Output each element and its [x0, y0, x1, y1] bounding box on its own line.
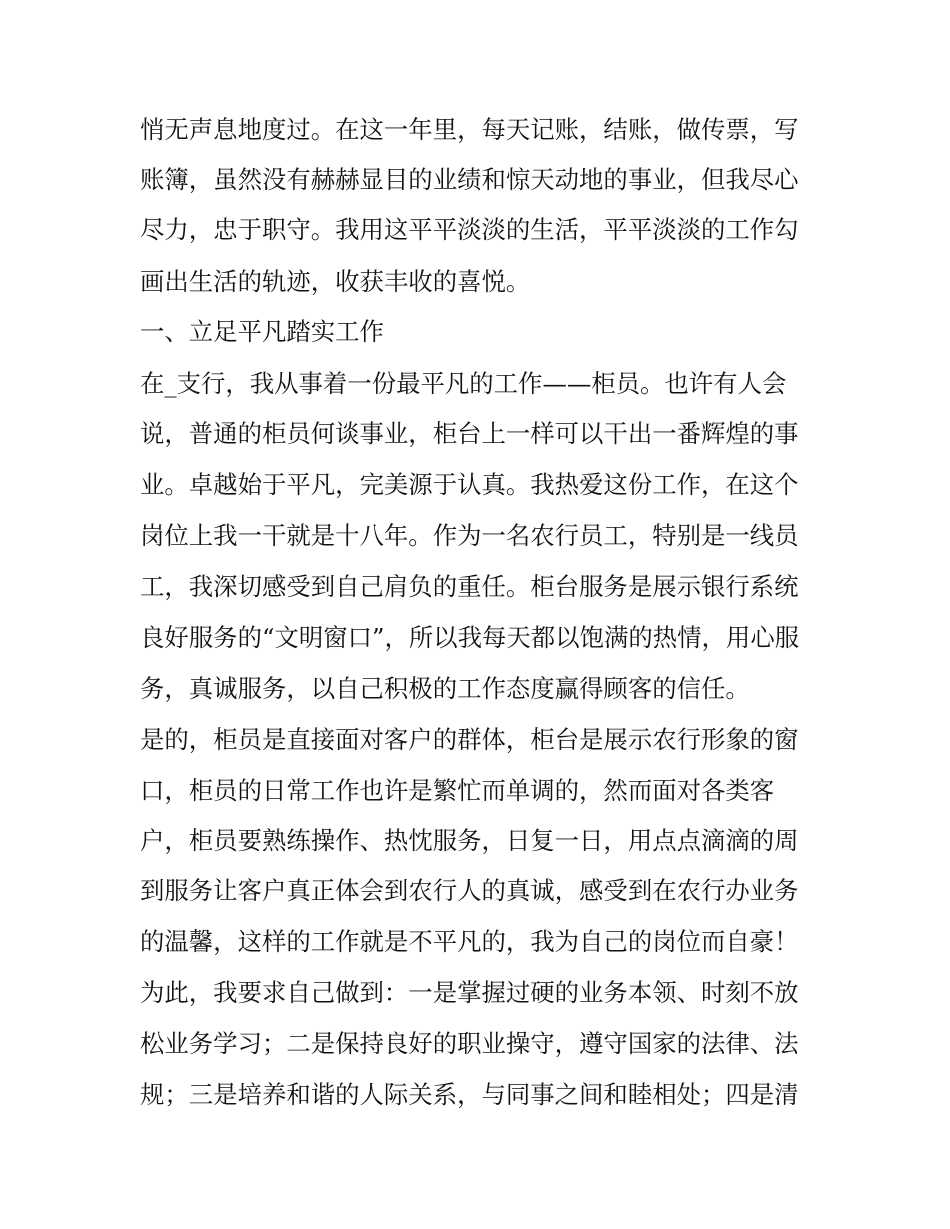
text-line: 岗位上我一干就是十八年。作为一名农行员工，特别是一线员	[140, 521, 799, 550]
text-line: 工，我深切感受到自己肩负的重任。柜台服务是展示银行系统	[140, 572, 799, 601]
text-line: 业。卓越始于平凡，完美源于认真。我热爱这份工作，在这个	[140, 470, 799, 499]
text-line: 户，柜员要熟练操作、热忱服务，日复一日，用点点滴滴的周	[140, 826, 799, 855]
text-line: 账簿，虽然没有赫赫显目的业绩和惊天动地的事业，但我尽心	[140, 165, 799, 194]
text-line: 口，柜员的日常工作也许是繁忙而单调的，然而面对各类客	[140, 776, 775, 805]
text-line: 尽力，忠于职守。我用这平平淡淡的生活，平平淡淡的工作勾	[140, 215, 799, 244]
text-line: 为此，我要求自己做到：一是掌握过硬的业务本领、时刻不放	[140, 978, 799, 1007]
text-line: 悄无声息地度过。在这一年里，每天记账，结账，做传票，写	[140, 115, 799, 144]
text-line: 规；三是培养和谐的人际关系，与同事之间和睦相处；四是清	[140, 1080, 799, 1109]
text-line: 良好服务的“文明窗口”，所以我每天都以饱满的热情，用心服	[140, 623, 800, 652]
text-line: 到服务让客户真正体会到农行人的真诚，感受到在农行办业务	[140, 876, 799, 905]
text-line: 的温馨，这样的工作就是不平凡的，我为自己的岗位而自豪！	[140, 927, 799, 956]
text-line: 说，普通的柜员何谈事业，柜台上一样可以干出一番辉煌的事	[140, 419, 799, 448]
text-line: 在_支行，我从事着一份最平凡的工作——柜员。也许有人会	[140, 369, 787, 398]
section-heading: 一、立足平凡踏实工作	[140, 317, 384, 346]
text-line: 画出生活的轨迹，收获丰收的喜悦。	[140, 267, 531, 296]
text-line: 务，真诚服务，以自己积极的工作态度赢得顾客的信任。	[140, 674, 750, 703]
text-line: 是的，柜员是直接面对客户的群体，柜台是展示农行形象的窗	[140, 725, 799, 754]
text-line: 松业务学习；二是保持良好的职业操守，遵守国家的法律、法	[140, 1029, 799, 1058]
